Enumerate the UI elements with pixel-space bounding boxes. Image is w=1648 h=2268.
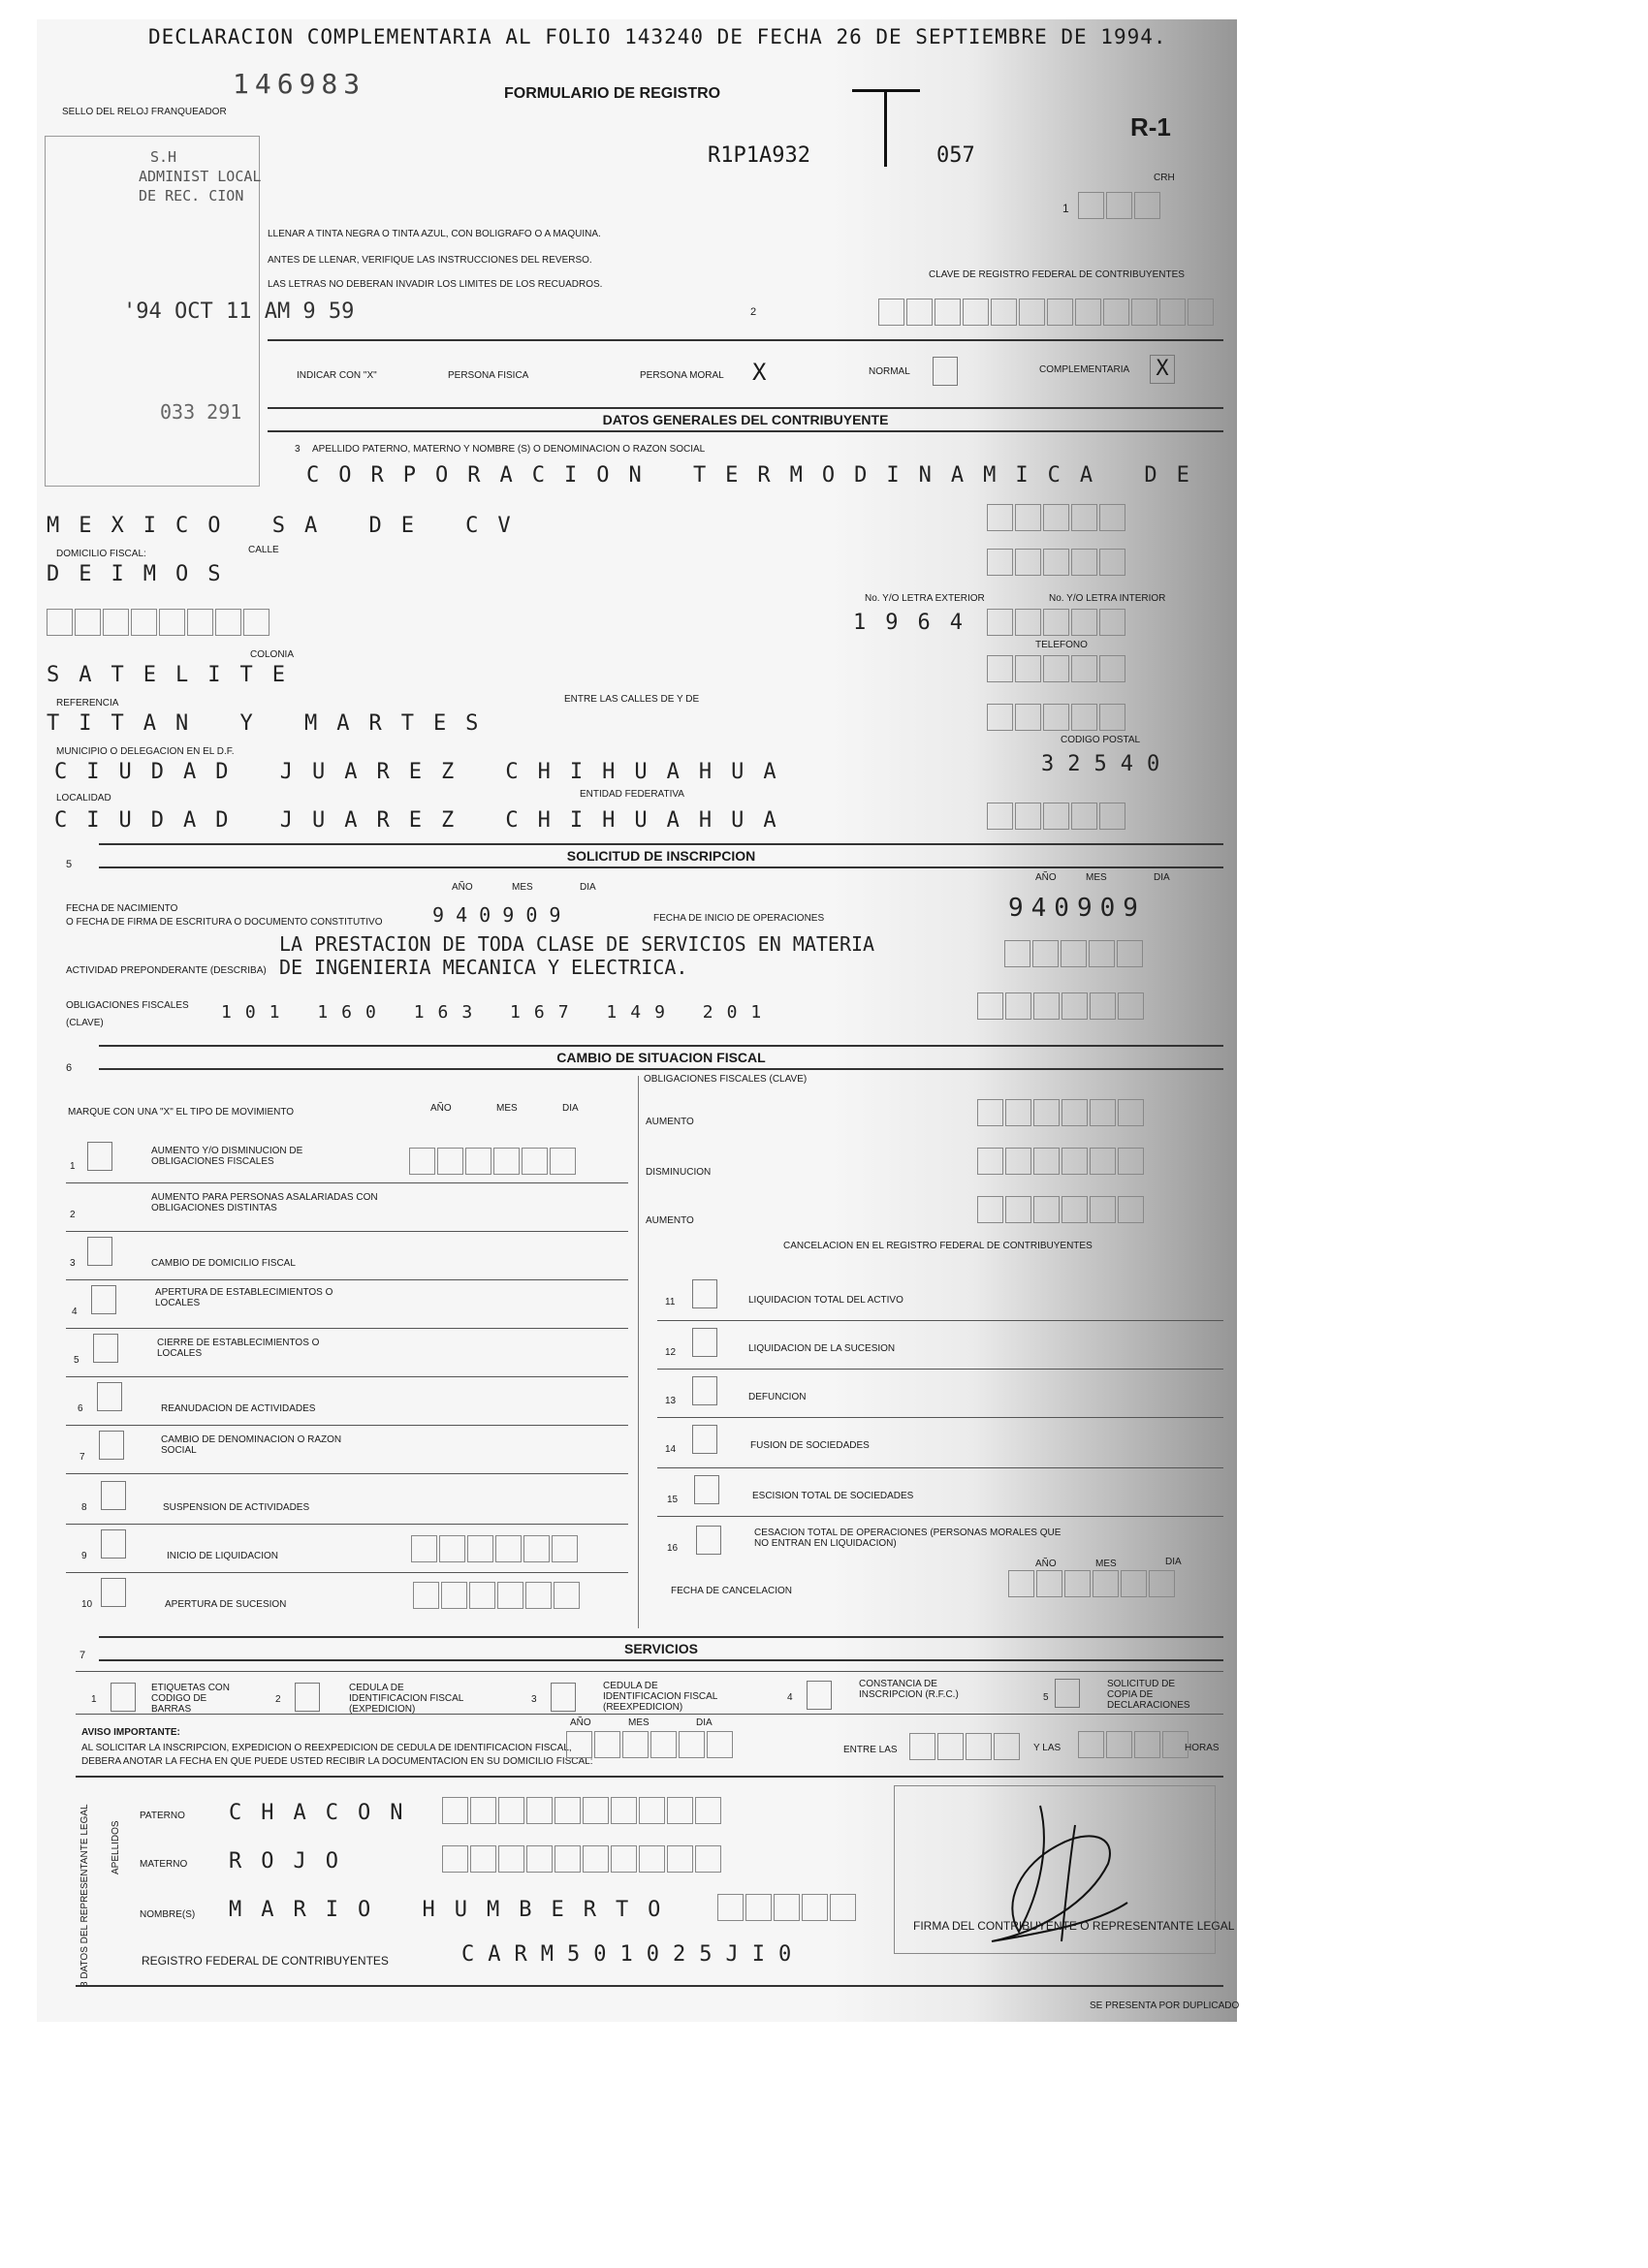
actividad-boxes[interactable] (1004, 940, 1145, 967)
no-ext-label: No. Y/O LETRA EXTERIOR (865, 593, 985, 604)
item-7-text: CAMBIO DE DENOMINACION O RAZON SOCIAL (161, 1434, 342, 1456)
item-10-text: APERTURA DE SUCESION (165, 1599, 287, 1610)
nombre-label: NOMBRE(S) (140, 1909, 196, 1920)
start-ano: AÑO (1035, 872, 1057, 883)
start-value: 940909 (1008, 894, 1146, 923)
normal-checkbox[interactable] (933, 357, 958, 386)
cancel-16-checkbox[interactable] (696, 1526, 721, 1555)
stamp-date: '94 OCT 11 AM 9 59 (123, 299, 355, 324)
item-6-text: REANUDACION DE ACTIVIDADES (161, 1403, 316, 1414)
cancel-13-checkbox[interactable] (692, 1376, 717, 1405)
aviso-dia: DIA (696, 1717, 713, 1728)
cancelacion-title: CANCELACION EN EL REGISTRO FEDERAL DE CONTRIBUYENTES (783, 1241, 1093, 1251)
servicios-title: SERVICIOS (99, 1636, 1223, 1661)
cancel-12-number: 12 (665, 1347, 677, 1358)
item-5-number: 5 (74, 1355, 79, 1366)
materno-boxes[interactable] (442, 1845, 723, 1873)
telefono-boxes[interactable] (987, 655, 1127, 682)
rule (657, 1320, 1223, 1321)
cancel-dia: DIA (1165, 1557, 1182, 1567)
item-3-number: 3 (70, 1258, 76, 1269)
nombre-value: MARIO HUMBERTO (229, 1898, 681, 1922)
oblig-boxes-3[interactable] (977, 1196, 1146, 1223)
entidad-boxes[interactable] (987, 803, 1127, 830)
item-9-checkbox[interactable] (101, 1529, 126, 1559)
form-title: FORMULARIO DE REGISTRO (504, 85, 721, 102)
rule (76, 1671, 1223, 1672)
service-5-text: SOLICITUD DE COPIA DE DECLARACIONES (1107, 1679, 1190, 1711)
cancel-11-number: 11 (665, 1297, 676, 1307)
mov-mes: MES (496, 1103, 518, 1114)
marque-label: MARQUE CON UNA "X" EL TIPO DE MOVIMIENTO (68, 1107, 295, 1118)
disminucion-label: DISMINUCION (646, 1167, 712, 1178)
persona-fisica-label: PERSONA FISICA (448, 370, 529, 381)
name-boxes[interactable] (987, 504, 1127, 531)
item-2-text: AUMENTO PARA PERSONAS ASALARIADAS CON OBLIGACIONES DISTINTAS (151, 1192, 378, 1213)
cancel-15-checkbox[interactable] (694, 1475, 719, 1504)
nombre-boxes[interactable] (717, 1894, 858, 1921)
crh-label: CRH (1154, 173, 1175, 183)
cambio-section-number: 6 (66, 1062, 73, 1074)
cancel-13-text: DEFUNCION (748, 1392, 807, 1402)
form-code-left: R1P1A932 (708, 143, 810, 168)
solicitud-title: SOLICITUD DE INSCRIPCION (99, 843, 1223, 868)
oblig-boxes-1[interactable] (977, 1099, 1146, 1126)
rule (66, 1231, 628, 1232)
form-code-right: 057 (936, 143, 975, 168)
rule (76, 1985, 1223, 1987)
rfc-field-number: 2 (750, 306, 757, 318)
cancel-14-number: 14 (665, 1444, 677, 1455)
name-field-number: 3 (295, 444, 301, 455)
aviso-mes: MES (628, 1717, 650, 1728)
cancel-13-number: 13 (665, 1396, 677, 1406)
entidad-label: ENTIDAD FEDERATIVA (580, 789, 684, 800)
cancel-11-checkbox[interactable] (692, 1279, 717, 1308)
actividad-line-1: LA PRESTACION DE TODA CLASE DE SERVICIOS EN MATERIA (279, 932, 875, 956)
start-dia: DIA (1154, 872, 1170, 883)
duplicado-label: SE PRESENTA POR DUPLICADO (1090, 2000, 1240, 2011)
rule (657, 1369, 1223, 1370)
aumento-label-1: AUMENTO (646, 1117, 694, 1127)
no-int-boxes[interactable] (987, 609, 1127, 636)
rule (66, 1279, 628, 1280)
entre-calles-label: ENTRE LAS CALLES DE Y DE (564, 694, 700, 705)
oblig-boxes-2[interactable] (977, 1148, 1146, 1175)
stamp-number: 146983 (233, 68, 366, 100)
item-5-text: CIERRE DE ESTABLECIMIENTOS O LOCALES (157, 1338, 320, 1359)
telefono-label: TELEFONO (1035, 640, 1088, 650)
start-label: FECHA DE INICIO DE OPERACIONES (653, 913, 825, 924)
form-page (37, 19, 1240, 2022)
rep-rfc-value: CARM501025JI0 (461, 1942, 806, 1967)
no-int-label: No. Y/O LETRA INTERIOR (1049, 593, 1166, 604)
paterno-label: PATERNO (140, 1811, 185, 1821)
hora-boxes-1[interactable] (909, 1733, 1022, 1760)
actividad-label: ACTIVIDAD PREPONDERANTE (DESCRIBA) (66, 965, 267, 976)
rfc-boxes[interactable] (878, 299, 1216, 326)
actividad-line-2: DE INGENIERIA MECANICA Y ELECTRICA. (279, 956, 688, 979)
obligaciones-label-1: OBLIGACIONES FISCALES (66, 1000, 189, 1011)
normal-label: NORMAL (869, 366, 910, 377)
service-4-text: CONSTANCIA DE INSCRIPCION (R.F.C.) (859, 1679, 959, 1700)
indicate-label: INDICAR CON "X" (297, 370, 377, 381)
service-4-number: 4 (787, 1692, 793, 1703)
birth-value: 9 4 0 9 0 9 (432, 903, 561, 927)
solicitud-section-number: 5 (66, 859, 73, 870)
name-line-2: MEXICO SA DE CV (47, 514, 530, 538)
aviso-line-2: DEBERA ANOTAR LA FECHA EN QUE PUEDE USTED RECIBIR LA DOCUMENTACION EN SU DOMICILIO FISCAL: (81, 1756, 593, 1767)
no-ext-value: 1964 (853, 611, 982, 635)
item-1-number: 1 (70, 1161, 76, 1172)
obligaciones-value: 101 160 163 167 149 201 (221, 1002, 776, 1023)
item-7-number: 7 (79, 1452, 85, 1463)
municipio-label: MUNICIPIO O DELEGACION EN EL D.F. (56, 746, 235, 757)
birth-label-2: O FECHA DE FIRMA DE ESCRITURA O DOCUMENTO CONSTITUTIVO (66, 917, 383, 928)
apellidos-label: APELLIDOS (111, 1820, 121, 1874)
firma-label: FIRMA DEL CONTRIBUYENTE O REPRESENTANTE LEGAL (913, 1919, 1235, 1933)
rule (66, 1473, 628, 1474)
item-10-number: 10 (81, 1599, 93, 1610)
item-8-checkbox[interactable] (101, 1481, 126, 1510)
crh-boxes[interactable] (1078, 192, 1162, 219)
aviso-ano: AÑO (570, 1717, 591, 1728)
stamp-office-2: ADMINIST LOCAL (139, 168, 262, 185)
service-3-number: 3 (531, 1694, 537, 1705)
rule (66, 1328, 628, 1329)
persona-moral-checkbox[interactable]: X (752, 359, 767, 386)
service-5-checkbox[interactable] (1055, 1679, 1080, 1708)
oblig-clave-label: OBLIGACIONES FISCALES (CLAVE) (644, 1074, 808, 1085)
colonia-label: COLONIA (250, 649, 295, 660)
domicilio-label: DOMICILIO FISCAL: (56, 549, 146, 559)
obligaciones-boxes[interactable] (977, 992, 1146, 1020)
mov-ano: AÑO (430, 1103, 452, 1114)
referencia-label: REFERENCIA (56, 698, 119, 709)
instruction-2: ANTES DE LLENAR, VERIFIQUE LAS INSTRUCCIONES DEL REVERSO. (268, 255, 592, 266)
calle-value: DEIMOS (47, 562, 240, 586)
instruction-3: LAS LETRAS NO DEBERAN INVADIR LOS LIMITES DE LOS RECUADROS. (268, 279, 603, 290)
rule (66, 1376, 628, 1377)
fecha-cancelacion-label: FECHA DE CANCELACION (671, 1586, 793, 1596)
calle-label: CALLE (248, 545, 279, 555)
cancel-14-text: FUSION DE SOCIEDADES (750, 1440, 870, 1451)
cambio-title: CAMBIO DE SITUACION FISCAL (99, 1045, 1223, 1070)
rule (657, 1417, 1223, 1418)
aviso-date-boxes[interactable] (566, 1731, 735, 1758)
aumento-label-2: AUMENTO (646, 1215, 694, 1226)
item-10-checkbox[interactable] (101, 1578, 126, 1607)
name-label: APELLIDO PATERNO, MATERNO Y NOMBRE (S) O DENOMINACION O RAZON SOCIAL (312, 444, 706, 455)
mov-date-boxes-10[interactable] (413, 1582, 582, 1609)
localidad-value: CIUDAD JUAREZ CHIHUAHUA (54, 808, 796, 833)
materno-value: ROJO (229, 1849, 358, 1874)
cancel-11-text: LIQUIDACION TOTAL DEL ACTIVO (748, 1295, 903, 1306)
service-2-checkbox[interactable] (295, 1683, 320, 1712)
obligaciones-label-2: (CLAVE) (66, 1018, 104, 1028)
cancel-12-checkbox[interactable] (692, 1328, 717, 1357)
crh-number: 1 (1062, 202, 1069, 215)
stamp-office-3: DE REC. CION (139, 187, 244, 205)
colonia-value: SATELITE (47, 663, 304, 687)
cancel-14-checkbox[interactable] (692, 1425, 717, 1454)
localidad-label: LOCALIDAD (56, 793, 111, 803)
mov-date-boxes-1[interactable] (409, 1148, 578, 1175)
cambio-divider (638, 1076, 639, 1628)
birth-dia: DIA (580, 882, 596, 893)
aviso-line-1: AL SOLICITAR LA INSCRIPCION, EXPEDICION O REEXPEDICION DE CEDULA DE IDENTIFICACION FISCAL, (81, 1743, 572, 1753)
complementaria-checkbox[interactable]: X (1150, 355, 1175, 384)
y-las-label: Y LAS (1033, 1743, 1062, 1753)
item-1-text: AUMENTO Y/O DISMINUCION DE OBLIGACIONES FISCALES (151, 1146, 303, 1167)
form-id: R-1 (1130, 112, 1171, 142)
item-3-checkbox[interactable] (87, 1237, 112, 1266)
item-7-checkbox[interactable] (99, 1431, 124, 1460)
address-boxes[interactable] (47, 609, 271, 636)
declaration-header: DECLARACION COMPLEMENTARIA AL FOLIO 143240 DE FECHA 26 DE SEPTIEMBRE DE 1994. (148, 25, 1167, 48)
servicios-section-number: 7 (79, 1650, 86, 1661)
instruction-1: LLENAR A TINTA NEGRA O TINTA AZUL, CON BOLIGRAFO O A MAQUINA. (268, 229, 601, 239)
referencia-boxes[interactable] (987, 704, 1127, 731)
paterno-value: CHACON (229, 1801, 423, 1825)
service-3-text: CEDULA DE IDENTIFICACION FISCAL (REEXPEDICION) (603, 1681, 717, 1713)
item-6-number: 6 (78, 1403, 83, 1414)
rule (66, 1425, 628, 1426)
materno-label: MATERNO (140, 1859, 188, 1870)
hora-boxes-2[interactable] (1078, 1731, 1190, 1758)
complementaria-label: COMPLEMENTARIA (1039, 364, 1130, 375)
rule (66, 1524, 628, 1525)
rule (657, 1467, 1223, 1468)
cancel-16-number: 16 (667, 1543, 679, 1554)
stamp-label: SELLO DEL RELOJ FRANQUEADOR (62, 107, 227, 117)
birth-label-1: FECHA DE NACIMIENTO (66, 903, 178, 914)
cancel-15-number: 15 (667, 1495, 679, 1505)
cancel-ano: AÑO (1035, 1559, 1057, 1569)
cp-value: 32540 (1041, 752, 1174, 776)
service-4-checkbox[interactable] (807, 1681, 832, 1710)
stamp-office-1: S.H (150, 148, 177, 166)
item-8-text: SUSPENSION DE ACTIVIDADES (163, 1502, 310, 1513)
rule (66, 1572, 628, 1573)
service-2-number: 2 (275, 1694, 281, 1705)
aviso-title: AVISO IMPORTANTE: (81, 1727, 180, 1738)
service-1-checkbox[interactable] (111, 1683, 136, 1712)
birth-ano: AÑO (452, 882, 473, 893)
datos-generales-title: DATOS GENERALES DEL CONTRIBUYENTE (268, 407, 1223, 432)
item-9-text: INICIO DE LIQUIDACION (167, 1551, 279, 1561)
service-1-number: 1 (91, 1694, 97, 1705)
cancel-16-text: CESACION TOTAL DE OPERACIONES (PERSONAS MORALES QUE NO ENTRAN EN LIQUIDACION) (754, 1528, 1062, 1549)
calle-boxes[interactable] (987, 549, 1127, 576)
service-5-number: 5 (1043, 1692, 1049, 1703)
horas-label: HORAS (1185, 1743, 1220, 1753)
item-5-checkbox[interactable] (93, 1334, 118, 1363)
entre-las-label: ENTRE LAS (843, 1745, 898, 1755)
start-mes: MES (1086, 872, 1107, 883)
rule (76, 1776, 1223, 1778)
item-3-text: CAMBIO DE DOMICILIO FISCAL (151, 1258, 296, 1269)
rule (66, 1182, 628, 1183)
paterno-boxes[interactable] (442, 1797, 723, 1824)
mov-dia: DIA (562, 1103, 579, 1114)
rule (268, 339, 1223, 341)
item-4-number: 4 (72, 1307, 78, 1317)
birth-mes: MES (512, 882, 533, 893)
persona-moral-label: PERSONA MORAL (640, 370, 724, 381)
municipio-value: CIUDAD JUAREZ CHIHUAHUA (54, 760, 796, 784)
item-6-checkbox[interactable] (97, 1382, 122, 1411)
item-1-checkbox[interactable] (87, 1142, 112, 1171)
item-4-checkbox[interactable] (91, 1285, 116, 1314)
cancel-mes: MES (1095, 1559, 1117, 1569)
item-8-number: 8 (81, 1502, 87, 1513)
cp-label: CODIGO POSTAL (1061, 735, 1141, 745)
cancel-12-text: LIQUIDACION DE LA SUCESION (748, 1343, 896, 1354)
item-9-number: 9 (81, 1551, 87, 1561)
rule (76, 1714, 1223, 1715)
item-2-number: 2 (70, 1210, 76, 1220)
cancel-date-boxes[interactable] (1008, 1570, 1177, 1597)
rep-rfc-label: REGISTRO FEDERAL DE CONTRIBUYENTES (142, 1954, 389, 1968)
item-4-text: APERTURA DE ESTABLECIMIENTOS O LOCALES (155, 1287, 333, 1308)
mov-date-boxes-9[interactable] (411, 1535, 580, 1562)
t-mark-stem (884, 89, 887, 167)
rfc-label: CLAVE DE REGISTRO FEDERAL DE CONTRIBUYENTES (929, 269, 1185, 280)
service-1-text: ETIQUETAS CON CODIGO DE BARRAS (151, 1683, 230, 1715)
name-line-1: CORPORACION TERMODINAMICA DE (306, 463, 1209, 488)
representante-section-label: 8 DATOS DEL REPRESENTANTE LEGAL (79, 1804, 90, 1987)
rule (657, 1516, 1223, 1517)
stamp-number-2: 033 291 (160, 400, 242, 424)
referencia-value: TITAN Y MARTES (47, 711, 498, 736)
cancel-15-text: ESCISION TOTAL DE SOCIEDADES (752, 1491, 914, 1501)
service-2-text: CEDULA DE IDENTIFICACION FISCAL (EXPEDICION) (349, 1683, 463, 1715)
service-3-checkbox[interactable] (551, 1683, 576, 1712)
